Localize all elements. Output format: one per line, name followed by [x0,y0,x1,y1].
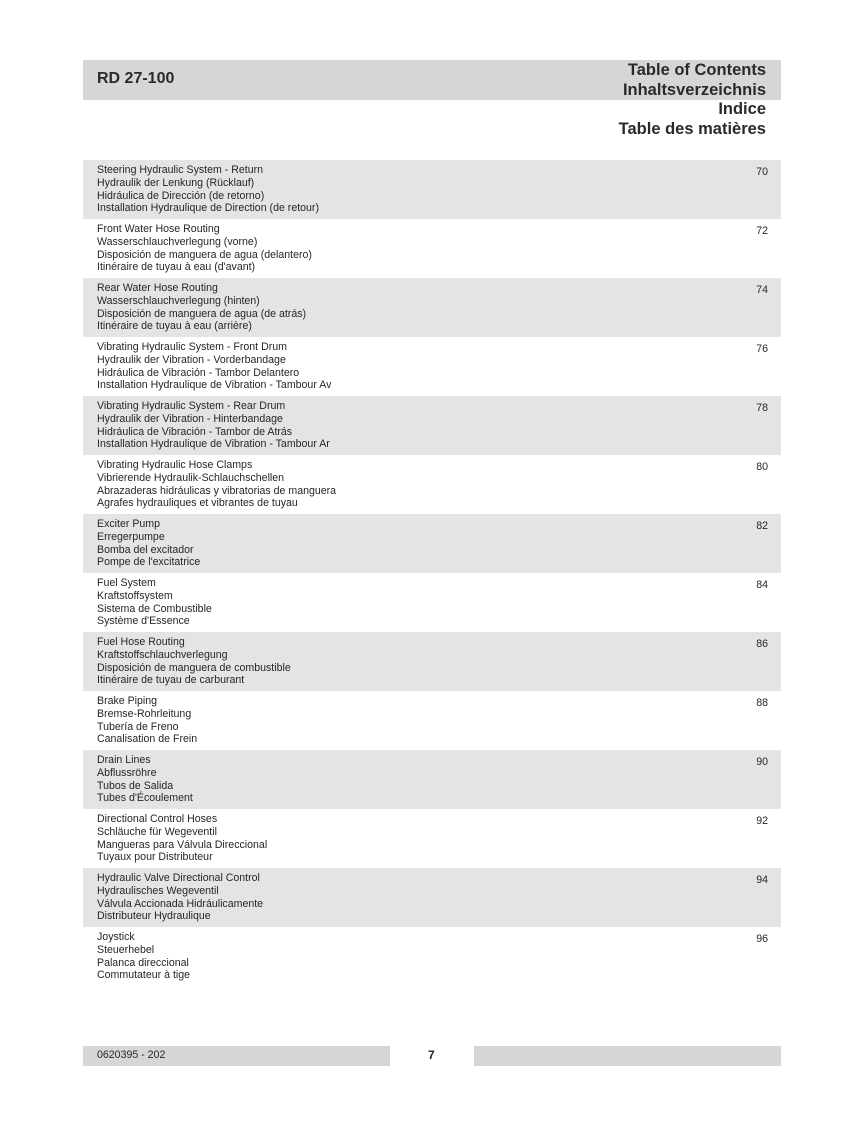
toc-entry-page-number: 78 [756,402,768,414]
toc-entry-page-number: 72 [756,225,768,237]
toc-entry-title: Canalisation de Frein [97,733,198,746]
toc-entry-title: Joystick [97,931,135,943]
toc-entry-title: Hidráulica de Vibración - Tambor de Atrás [97,425,293,438]
toc-entry-titles [97,164,781,215]
toc-entry-title: Vibrating Hydraulic System - Front Drum [97,341,287,353]
toc-entry-title: Bremse-Rohrleitung [97,707,192,720]
toc-entry-title: Itinéraire de tuyau à eau (arrière) [97,320,252,333]
page-titles [619,61,766,139]
title-french: Table des matières [618,119,766,138]
toc-entry-titles [97,695,781,746]
toc-entry-title: Kraftstoffschlauchverlegung [97,648,228,661]
toc-entry-title: Wasserschlauchverlegung (vorne) [97,235,258,248]
toc-entry-title: Système d'Essence [97,615,190,628]
toc-entry-title: Disposición de manguera de agua (delantero) [97,248,312,261]
toc-entry-title: Fuel System [97,577,156,589]
toc-entry-title: Installation Hydraulique de Direction (de retour) [97,202,319,215]
toc-entry-title: Wasserschlauchverlegung (hinten) [97,294,260,307]
toc-entry-titles [97,518,781,569]
toc-entry-title: Hydraulik der Lenkung (Rücklauf) [97,176,255,189]
toc-entry-titles [97,754,781,805]
toc-entry-title: Hydraulik der Vibration - Hinterbandage [97,412,283,425]
toc-entry-title: Abrazaderas hidráulicas y vibratorias de manguera [97,484,337,497]
toc-entry-title: Tubes d'Écoulement [97,792,193,805]
toc-entry-title: Front Water Hose Routing [97,223,220,235]
title-spanish: Indice [718,100,766,118]
toc-entry-title: Pompe de l'excitatrice [97,556,201,569]
toc-entry-page-number: 74 [756,284,768,296]
toc-entry[interactable] [83,396,781,455]
toc-entry-titles [97,636,781,687]
toc-entry[interactable] [83,337,781,396]
toc-entry-titles [97,223,781,274]
toc-entry-title: Schläuche für Wegeventil [97,825,217,838]
toc-entry-title: Mangueras para Válvula Direccional [97,838,268,851]
toc-entry[interactable] [83,160,781,219]
toc-entry-title: Palanca direccional [97,956,189,969]
toc-entry-title: Fuel Hose Routing [97,636,185,648]
toc-entry-page-number: 76 [756,343,768,355]
title-german: Inhaltsverzeichnis [622,80,766,99]
toc-entry[interactable] [83,278,781,337]
toc-entry-titles [97,400,781,451]
toc-entry-titles [97,282,781,333]
toc-entry-page-number: 94 [756,874,768,886]
toc-entry-title: Itinéraire de tuyau à eau (d'avant) [97,261,256,274]
toc-entry-title: Brake Piping [97,695,158,707]
toc-entry-title: Hydraulic Valve Directional Control [97,872,260,884]
toc-entry-page-number: 84 [756,579,768,591]
toc-entry-title: Drain Lines [97,754,151,766]
toc-entry-page-number: 96 [756,933,768,945]
toc-entry[interactable] [83,514,781,573]
toc-entry-titles [97,459,781,510]
toc-entry-title: Installation Hydraulique de Vibration - Tambour Ar [97,438,330,451]
toc-entry-page-number: 88 [756,697,768,709]
toc-entry-titles [97,341,781,392]
toc-entry-title: Directional Control Hoses [97,813,218,825]
toc-entry-title: Erregerpumpe [97,530,165,543]
toc-entry[interactable] [83,691,781,750]
toc-entry[interactable] [83,750,781,809]
toc-entry-title: Steuerhebel [97,943,155,956]
footer-right-bar [474,1046,781,1066]
toc-entry[interactable] [83,868,781,927]
toc-entry-title: Vibrating Hydraulic System - Rear Drum [97,400,286,412]
toc-entry-title: Kraftstoffsystem [97,589,173,602]
toc-entry-title: Válvula Accionada Hidráulicamente [97,897,264,910]
toc-entry-title: Sistema de Combustible [97,602,212,615]
toc-entry-title: Tubería de Freno [97,720,179,733]
toc-entry-title: Commutateur à tige [97,969,191,982]
table-of-contents [83,160,781,986]
toc-entry-title: Exciter Pump [97,518,160,530]
toc-entry-title: Abflussröhre [97,766,157,779]
toc-entry-title: Tuyaux pour Distributeur [97,851,213,864]
toc-entry-page-number: 70 [756,166,768,178]
toc-entry[interactable] [83,573,781,632]
toc-entry-page-number: 80 [756,461,768,473]
toc-entry-page-number: 86 [756,638,768,650]
title-english: Table of Contents [627,61,766,79]
toc-entry-title: Hidráulica de Vibración - Tambor Delantero [97,366,300,379]
toc-entry-title: Tubos de Salida [97,779,174,792]
toc-entry-title: Hydraulisches Wegeventil [97,884,219,897]
toc-entry-title: Disposición de manguera de agua (de atrás) [97,307,307,320]
toc-entry-title: Installation Hydraulique de Vibration - Tambour Av [97,379,332,392]
toc-entry-page-number: 90 [756,756,768,768]
toc-entry[interactable] [83,809,781,868]
document-code: RD 27-100 [97,70,175,87]
toc-entry-title: Rear Water Hose Routing [97,282,218,294]
toc-entry-page-number: 92 [756,815,768,827]
toc-entry-title: Agrafes hydrauliques et vibrantes de tuyau [97,497,298,510]
toc-entry-title: Distributeur Hydraulique [97,910,211,923]
footer-document-number: 0620395 - 202 [97,1049,166,1061]
toc-entry-titles [97,931,781,982]
toc-entry[interactable] [83,927,781,986]
toc-entry-title: Disposición de manguera de combustible [97,661,291,674]
toc-entry[interactable] [83,219,781,278]
toc-entry-title: Vibrating Hydraulic Hose Clamps [97,459,253,471]
footer-page-number: 7 [428,1048,435,1062]
toc-entry[interactable] [83,455,781,514]
toc-entry-title: Vibrierende Hydraulik-Schlauchschellen [97,471,285,484]
toc-entry-titles [97,577,781,628]
toc-entry-title: Itinéraire de tuyau de carburant [97,674,245,687]
toc-entry-title: Hidráulica de Dirección (de retorno) [97,189,265,202]
toc-entry[interactable] [83,632,781,691]
toc-entry-title: Steering Hydraulic System - Return [97,164,264,176]
toc-entry-titles [97,872,781,923]
toc-entry-title: Hydraulik der Vibration - Vorderbandage [97,353,286,366]
toc-entry-page-number: 82 [756,520,768,532]
toc-entry-titles [97,813,781,864]
toc-entry-title: Bomba del excitador [97,543,194,556]
